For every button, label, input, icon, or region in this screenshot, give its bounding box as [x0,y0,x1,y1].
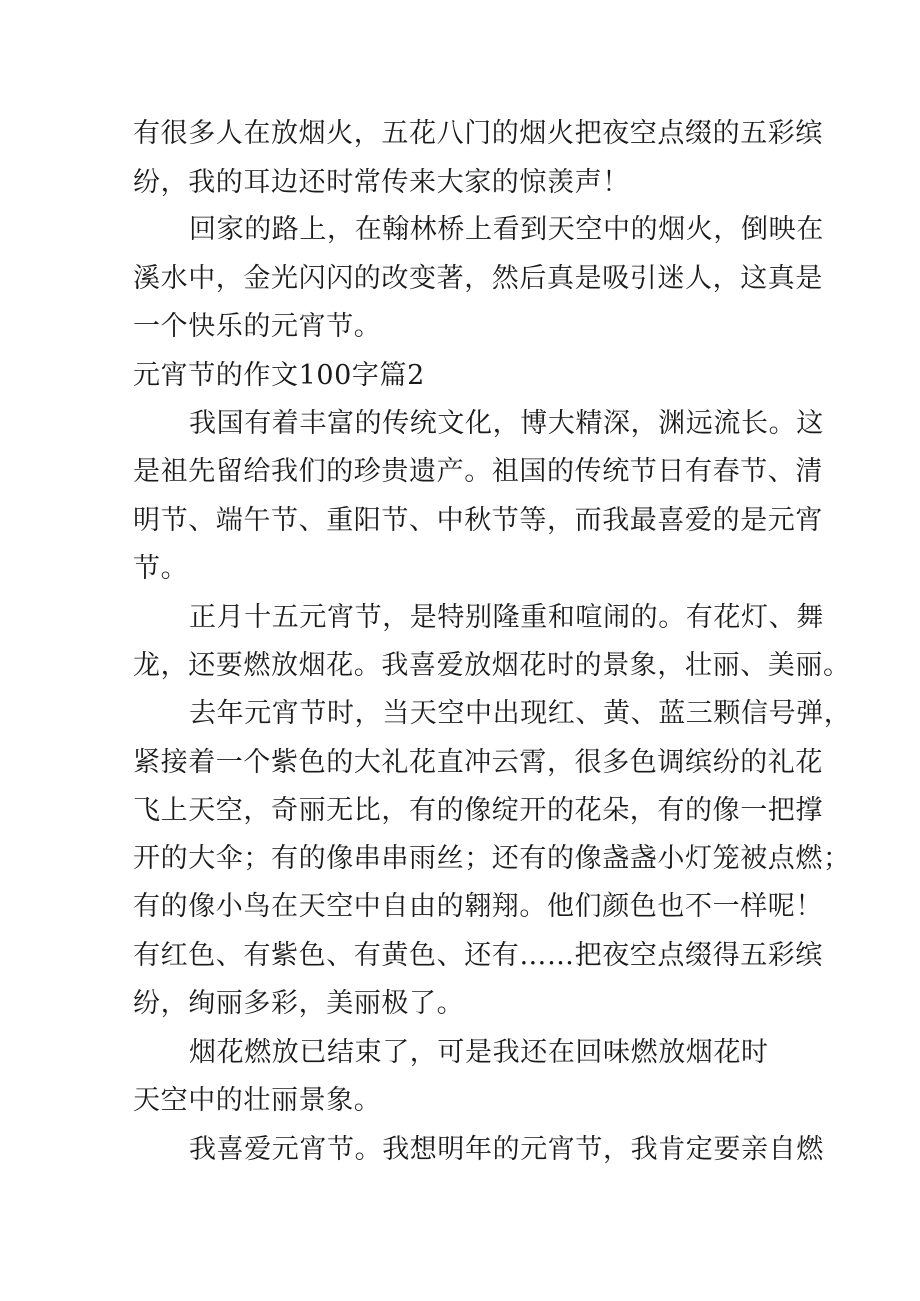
text-line: 一个快乐的元宵节。 [133,311,382,342]
text-line: 纷，绚丽多彩，美丽极了。 [133,988,465,1019]
text-line: 节。 [133,553,189,584]
text-line: 天空中的壮丽景象。 [133,1085,382,1116]
text-line: 有红色、有紫色、有黄色、还有……把夜空点缀得五彩缤 [133,940,823,971]
section-heading: 元宵节的作文100字篇2 [133,360,425,391]
paragraph-start-line: 我国有着丰富的传统文化，博大精深，渊远流长。这 [189,408,824,439]
text-line: 飞上天空，奇丽无比，有的像绽开的花朵，有的像一把撑 [133,795,823,826]
paragraph-start-line: 正月十五元宵节，是特别隆重和喧闹的。有花灯、舞 [189,602,824,633]
paragraph-start-line: 我喜爱元宵节。我想明年的元宵节，我肯定要亲自燃 [189,1134,824,1165]
paragraph-start-line: 烟花燃放已结束了，可是我还在回味燃放烟花时 [189,1037,769,1068]
text-line: 龙，还要燃放烟花。我喜爱放烟花时的景象，壮丽、美丽。 [133,650,851,681]
text-line: 有的像小鸟在天空中自由的翱翔。他们颜色也不一样呢！ [133,891,823,922]
text-line: 纷，我的耳边还时常传来大家的惊羡声！ [133,167,630,198]
text-line: 是祖先留给我们的珍贵遗产。祖国的传统节日有春节、清 [133,456,823,487]
text-line: 有很多人在放烟火，五花八门的烟火把夜空点缀的五彩缤 [133,118,823,149]
text-line: 明节、端午节、重阳节、中秋节等，而我最喜爱的是元宵 [133,505,823,536]
text-line: 开的大伞；有的像串串雨丝；还有的像盏盏小灯笼被点燃； [133,843,851,874]
text-line: 溪水中，金光闪闪的改变著，然后真是吸引迷人，这真是 [133,263,823,294]
text-line: 紧接着一个紫色的大礼花直冲云霄，很多色调缤纷的礼花 [133,747,823,778]
paragraph-start-line: 回家的路上，在翰林桥上看到天空中的烟火，倒映在 [189,214,824,245]
paragraph-start-line: 去年元宵节时，当天空中出现红、黄、蓝三颗信号弹， [189,698,852,729]
